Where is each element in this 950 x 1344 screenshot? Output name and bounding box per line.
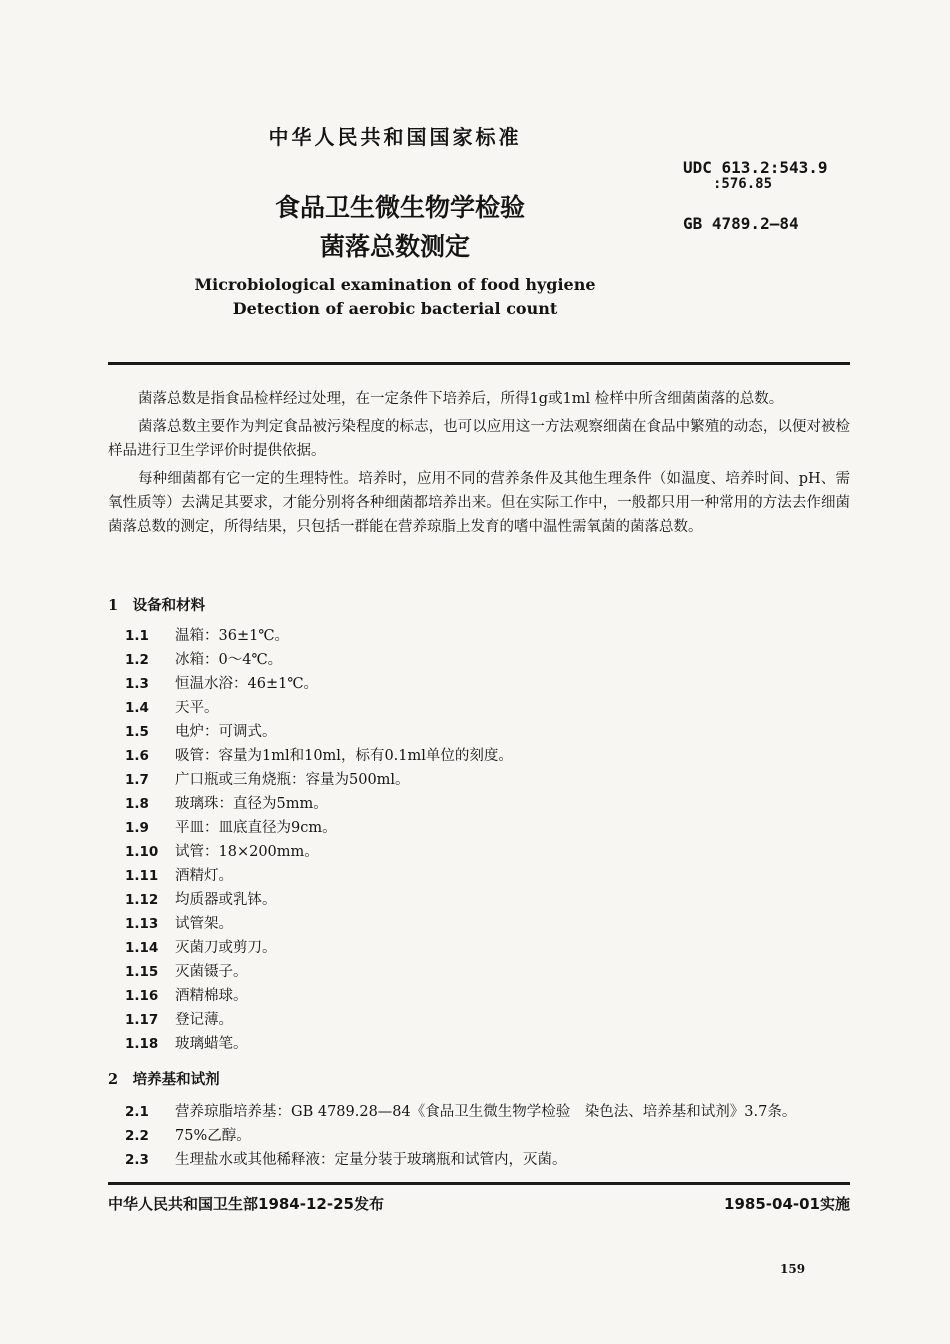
udc-line-2: :576.85 [713,176,773,192]
list-item [125,1032,248,1056]
item-number: 1.18 [125,1036,159,1052]
list-item [125,744,513,768]
list-item [125,936,277,960]
item-text: 电炉：可调式。 [175,724,277,740]
list-item [125,672,318,696]
item-text: 广口瓶或三角烧瓶：容量为500ml。 [175,772,410,788]
item-text: 恒温水浴：46±1℃。 [175,676,319,692]
item-text: 试管：18×200mm。 [175,844,319,860]
item-text: 75%乙醇。 [175,1128,251,1144]
item-text: 灭菌镊子。 [175,964,248,980]
intro-paragraph: 每种细菌都有它一定的生理特性。培养时，应用不同的营养条件及其他生理条件（如温度、培养时间、pH、需氧性质等）去满足其要求，才能分别将各种细菌都培养出来。但在实际工作中，一般都只用一种常用的方法去作细菌菌落总数的测定，所得结果，只包括一群能在营养琼脂上发育的嗜中温性需氧菌的菌落总数。 [108,471,850,535]
list-item [125,984,248,1008]
item-number: 1.6 [125,748,149,764]
list-item [125,840,319,864]
item-number: 1.10 [125,844,159,860]
title-zh-line-1: 食品卫生微生物学检验 [274,193,525,222]
item-text: 玻璃珠：直径为5mm。 [175,796,328,812]
item-number: 1.17 [125,1012,159,1028]
title-en-line-1: Microbiological examination of food hygiene [194,275,596,294]
item-number: 2.2 [125,1128,149,1144]
item-text: 酒精灯。 [175,868,233,884]
item-text: 试管架。 [175,916,233,932]
standard-label: 中华人民共和国国家标准 [268,125,522,149]
section-2-title: 2 培养基和试剂 [108,1071,220,1088]
item-text: 营养琼脂培养基：GB 4789.28—84《食品卫生微生物学检验 染色法、培养基和试剂》3.7条。 [175,1104,797,1120]
item-number: 2.3 [125,1152,149,1168]
intro-paragraph: 菌落总数是指食品检样经过处理，在一定条件下培养后，所得1g或1ml 检样中所含细菌菌落的总数。 [138,391,784,407]
list-item [125,720,277,744]
item-number: 1.12 [125,892,159,908]
item-text: 玻璃蜡笔。 [175,1036,248,1052]
item-number: 1.1 [125,628,149,644]
footer-divider [108,1182,850,1185]
item-number: 1.14 [125,940,159,956]
list-item [125,1124,251,1148]
list-item [125,648,282,672]
intro-text [108,387,850,543]
item-text: 灭菌刀或剪刀。 [175,940,277,956]
list-item [125,960,248,984]
item-text: 温箱：36±1℃。 [175,628,290,644]
list-item [125,888,277,912]
gb-code: GB 4789.2—84 [683,214,799,233]
list-item [125,864,233,888]
item-number: 1.7 [125,772,149,788]
item-number: 1.15 [125,964,159,980]
list-item [125,912,233,936]
item-number: 1.8 [125,796,149,812]
issue-date: 中华人民共和国卫生部1984-12-25发布 [108,1195,384,1213]
page-number: 159 [780,1262,806,1276]
list-item [125,1148,567,1172]
item-number: 1.3 [125,676,149,692]
item-text: 冰箱：0～4℃。 [175,652,283,668]
list-item [125,816,337,840]
item-number: 1.5 [125,724,149,740]
udc-line-1: UDC 613.2:543.9 [683,158,828,177]
item-text: 平皿：皿底直径为9cm。 [175,820,337,836]
list-item [125,624,289,648]
item-text: 酒精棉球。 [175,988,248,1004]
item-number: 1.13 [125,916,159,932]
item-text: 均质器或乳钵。 [175,892,277,908]
item-number: 2.1 [125,1104,149,1120]
list-item [125,792,328,816]
list-item [125,1008,233,1032]
title-en-line-2: Detection of aerobic bacterial count [232,299,558,318]
item-text: 吸管：容量为1ml和10ml，标有0.1ml单位的刻度。 [175,748,513,764]
effective-date: 1985-04-01实施 [724,1195,850,1213]
item-text: 天平。 [175,700,219,716]
item-number: 1.4 [125,700,149,716]
list-item [125,1100,796,1124]
title-zh-line-2: 菌落总数测定 [319,232,470,261]
item-number: 1.2 [125,652,149,668]
item-number: 1.16 [125,988,159,1004]
section-1-title: 1 设备和材料 [108,597,206,614]
header-divider [108,362,850,365]
item-number: 1.11 [125,868,159,884]
item-text: 生理盐水或其他稀释液：定量分装于玻璃瓶和试管内，灭菌。 [175,1152,567,1168]
item-number: 1.9 [125,820,149,836]
list-item [125,696,219,720]
list-item [125,768,410,792]
intro-paragraph: 菌落总数主要作为判定食品被污染程度的标志，也可以应用这一方法观察细菌在食品中繁殖的动态，以便对被检样品进行卫生学评价时提供依据。 [108,419,850,459]
item-text: 登记薄。 [175,1012,233,1028]
